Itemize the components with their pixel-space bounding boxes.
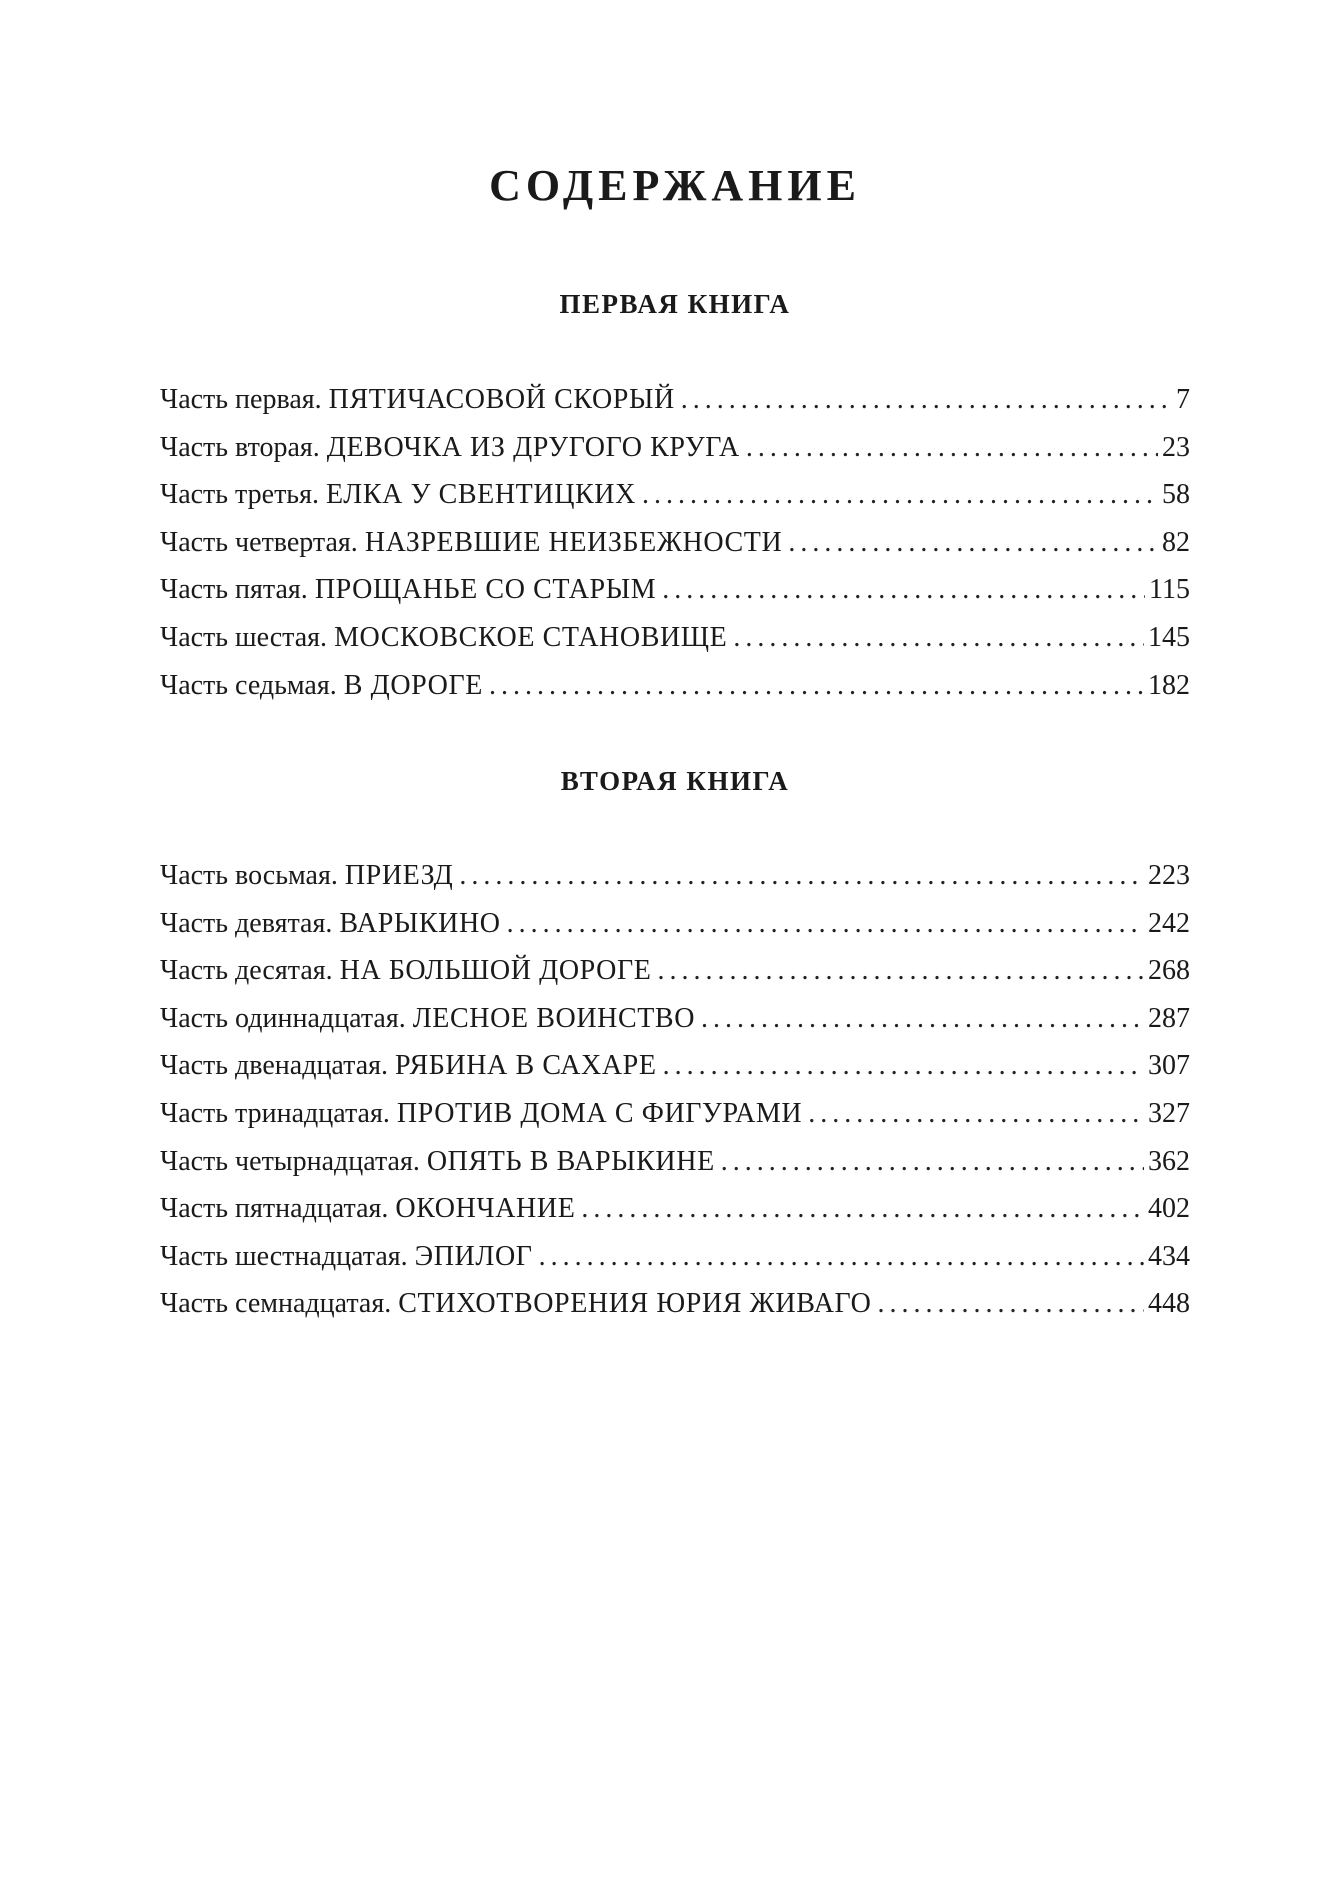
toc-entry[interactable] (160, 1144, 1190, 1192)
toc-entry[interactable] (160, 1001, 1190, 1049)
part-name: ПРОТИВ ДОМА С ФИГУРАМИ (396, 1097, 803, 1129)
toc-entry[interactable] (160, 430, 1190, 478)
dot-leader (459, 858, 1144, 894)
part-label: Часть четвертая. (160, 526, 358, 558)
part-name: ПРОЩАНЬЕ СО СТАРЫМ (314, 574, 657, 606)
part-label: Часть первая. (160, 384, 322, 415)
page-title: СОДЕРЖАНИЕ (489, 161, 861, 210)
part-name: ПЯТИЧАСОВОЙ СКОРЫЙ (328, 384, 675, 415)
part-label: Часть десятая. (160, 955, 333, 987)
book-title-first: ПЕРВАЯ КНИГА (559, 289, 791, 319)
part-name: ВАРЫКИНО (339, 907, 501, 939)
part-label: Часть восьмая. (160, 860, 338, 891)
page-number: 402 (1148, 1193, 1190, 1225)
part-label: Часть пятнадцатая. (160, 1193, 389, 1225)
toc-entry[interactable] (160, 1191, 1190, 1239)
part-name: НАЗРЕВШИЕ НЕИЗБЕЖНОСТИ (364, 526, 783, 558)
toc-entry[interactable] (160, 668, 1190, 716)
page-number: 223 (1148, 860, 1190, 891)
part-name: МОСКОВСКОЕ СТАНОВИЩЕ (334, 621, 728, 653)
toc-entry[interactable] (160, 953, 1190, 1001)
part-name: ОКОНЧАНИЕ (395, 1193, 576, 1225)
part-label: Часть одиннадцатая. (160, 1002, 406, 1034)
page-number: 307 (1148, 1050, 1190, 1082)
dot-leader (788, 525, 1158, 561)
page-number: 287 (1148, 1002, 1190, 1034)
dot-leader (663, 1048, 1144, 1084)
page-number: 434 (1148, 1240, 1190, 1272)
toc-entry[interactable] (160, 1096, 1190, 1144)
dot-leader (539, 1239, 1144, 1275)
part-label: Часть четырнадцатая. (160, 1145, 420, 1177)
page-number: 115 (1149, 574, 1190, 606)
dot-leader (681, 382, 1172, 418)
book-title-second: ВТОРАЯ КНИГА (560, 766, 790, 796)
part-label: Часть третья. (160, 479, 319, 511)
dot-leader (808, 1096, 1144, 1132)
toc-entry[interactable] (160, 620, 1190, 668)
part-label: Часть семнадцатая. (160, 1288, 392, 1320)
dot-leader (746, 430, 1158, 466)
part-name: ДЕВОЧКА ИЗ ДРУГОГО КРУГА (326, 431, 740, 463)
toc-entry[interactable] (160, 906, 1190, 954)
page-number: 7 (1176, 384, 1190, 415)
part-name: СТИХОТВОРЕНИЯ ЮРИЯ ЖИВАГО (398, 1288, 872, 1320)
page-number: 145 (1148, 621, 1190, 653)
toc-entry[interactable] (160, 858, 1190, 906)
dot-leader (657, 953, 1144, 989)
part-label: Часть шестая. (160, 621, 328, 653)
toc-entry[interactable] (160, 1286, 1190, 1334)
dot-leader (489, 668, 1144, 704)
toc-list-second-book (160, 858, 1190, 1334)
part-label: Часть двенадцатая. (160, 1050, 389, 1082)
dot-leader (581, 1191, 1144, 1227)
dot-leader (642, 477, 1158, 513)
page-number: 268 (1148, 955, 1190, 987)
dot-leader (662, 572, 1145, 608)
page-number: 82 (1162, 526, 1190, 558)
toc-entry[interactable] (160, 1239, 1190, 1287)
part-name: ЭПИЛОГ (414, 1240, 533, 1272)
dot-leader (877, 1286, 1144, 1322)
toc-entry[interactable] (160, 1048, 1190, 1096)
toc-entry[interactable] (160, 477, 1190, 525)
dot-leader (507, 906, 1144, 942)
dot-leader (721, 1144, 1144, 1180)
page-number: 448 (1148, 1288, 1190, 1320)
page-number: 327 (1148, 1097, 1190, 1129)
part-name: ПРИЕЗД (344, 860, 454, 891)
part-name: РЯБИНА В САХАРЕ (395, 1050, 657, 1082)
page-number: 242 (1148, 907, 1190, 939)
toc-entry[interactable] (160, 572, 1190, 620)
part-name: НА БОЛЬШОЙ ДОРОГЕ (339, 955, 652, 987)
part-label: Часть шестнадцатая. (160, 1240, 408, 1272)
part-label: Часть пятая. (160, 574, 308, 606)
part-label: Часть тринадцатая. (160, 1097, 390, 1129)
page-number: 182 (1148, 669, 1190, 701)
part-label: Часть седьмая. (160, 669, 337, 701)
page-number: 58 (1162, 479, 1190, 511)
part-name: В ДОРОГЕ (343, 669, 483, 701)
page-number: 23 (1162, 431, 1190, 463)
dot-leader (733, 620, 1144, 656)
toc-entry[interactable] (160, 525, 1190, 573)
part-name: ЕЛКА У СВЕНТИЦКИХ (325, 479, 636, 511)
dot-leader (701, 1001, 1144, 1037)
toc-list-first-book (160, 382, 1190, 715)
part-label: Часть девятая. (160, 907, 333, 939)
part-label: Часть вторая. (160, 431, 320, 463)
part-name: ОПЯТЬ В ВАРЫКИНЕ (426, 1145, 715, 1177)
page-number: 362 (1148, 1145, 1190, 1177)
toc-entry[interactable] (160, 382, 1190, 430)
part-name: ЛЕСНОЕ ВОИНСТВО (412, 1002, 696, 1034)
